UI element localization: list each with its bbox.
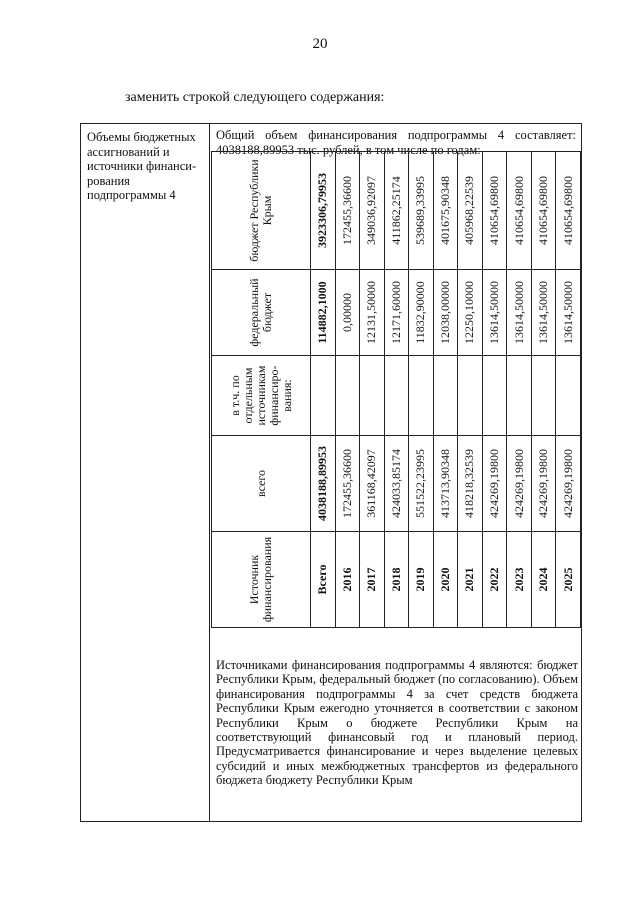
row-label: Всего (311, 532, 336, 628)
row-federal: 11832,90000 (409, 270, 434, 356)
row-federal: 13614,50000 (482, 270, 507, 356)
row-federal: 13614,50000 (531, 270, 556, 356)
table-row (482, 152, 507, 628)
financing-table (211, 152, 581, 628)
table-row (335, 152, 360, 628)
row-federal: 0,00000 (335, 270, 360, 356)
row-federal: 114882,1000 (311, 270, 336, 356)
table-row (409, 152, 434, 628)
header-total: всего (212, 436, 311, 532)
row-federal: 12131,50000 (360, 270, 385, 356)
row-crimea: 539689,33995 (409, 152, 434, 270)
header-source: Источник финансирования (212, 532, 311, 628)
row-label: 2019 (409, 532, 434, 628)
row-crimea: 410654,69800 (556, 152, 581, 270)
row-crimea: 410654,69800 (507, 152, 532, 270)
row-incl (531, 356, 556, 436)
row-label: 2017 (360, 532, 385, 628)
table-row (311, 152, 336, 628)
row-crimea: 172455,36600 (335, 152, 360, 270)
table-row (360, 152, 385, 628)
header-row (212, 152, 311, 628)
table-row (531, 152, 556, 628)
row-label: 2018 (384, 532, 409, 628)
row-crimea: 349036,92097 (360, 152, 385, 270)
row-crimea: 405968,22539 (458, 152, 483, 270)
row-incl (507, 356, 532, 436)
row-incl (482, 356, 507, 436)
row-label: Объемы бюджетных ассигнований и источники финанси-рования подпрограммы 4 (87, 130, 197, 202)
row-incl (458, 356, 483, 436)
row-label: 2016 (335, 532, 360, 628)
row-federal: 12250,10000 (458, 270, 483, 356)
row-total: 424033,85174 (384, 436, 409, 532)
summary-text: Общий объем финансирования подпрограммы 4 составляет: 4038188,89953 тыс. рублей, в том числе по годам: (216, 128, 576, 157)
row-label: 2025 (556, 532, 581, 628)
row-incl (360, 356, 385, 436)
row-label: 2020 (433, 532, 458, 628)
header-federal: федеральный бюджет (212, 270, 311, 356)
row-crimea: 410654,69800 (482, 152, 507, 270)
header-crimea: бюджет Республики Крым (212, 152, 311, 270)
row-label: 2021 (458, 532, 483, 628)
header-incl: в т.ч. по отдельным источникам финансиро-вания: (212, 356, 311, 436)
row-total: 551522,23995 (409, 436, 434, 532)
row-incl (556, 356, 581, 436)
row-incl (311, 356, 336, 436)
row-federal: 13614,50000 (507, 270, 532, 356)
row-crimea: 410654,69800 (531, 152, 556, 270)
row-total: 424269,19800 (507, 436, 532, 532)
intro-text: заменить строкой следующего содержания: (125, 90, 385, 105)
table-row (458, 152, 483, 628)
table-row (433, 152, 458, 628)
row-incl (433, 356, 458, 436)
row-label: 2022 (482, 532, 507, 628)
row-crimea: 411862,25174 (384, 152, 409, 270)
row-federal: 12038,00000 (433, 270, 458, 356)
row-total: 361168,42097 (360, 436, 385, 532)
row-total: 418218,32539 (458, 436, 483, 532)
row-incl (335, 356, 360, 436)
row-federal: 13614,50000 (556, 270, 581, 356)
page-number: 20 (312, 36, 328, 52)
row-incl (384, 356, 409, 436)
sources-text: Источниками финансирования подпрограммы 4 являются: бюджет Республики Крым, федеральный бюджет (по согласованию). Объем финансирования подпрограммы 4 за счет средств бюджета Республики Крым ежегодно уточняется в соответствии с законом Республики Крым о бюджете Республики Крым на соответствующий финансовый год и плановый период. Предусматривается финансирование и через выделение целевых субсидий и иных межбюджетных трансфертов из федерального бюджета бюджету Республики Крым (216, 658, 578, 788)
table-row (384, 152, 409, 628)
row-crimea: 401675,90348 (433, 152, 458, 270)
row-total: 424269,19800 (556, 436, 581, 532)
table-row (556, 152, 581, 628)
column-divider (209, 124, 210, 821)
row-total: 4038188,89953 (311, 436, 336, 532)
row-label: 2024 (531, 532, 556, 628)
table-row (507, 152, 532, 628)
row-total: 424269,19800 (531, 436, 556, 532)
row-label: 2023 (507, 532, 532, 628)
row-crimea: 3923306,79953 (311, 152, 336, 270)
row-total: 413713,90348 (433, 436, 458, 532)
row-incl (409, 356, 434, 436)
row-total: 424269,19800 (482, 436, 507, 532)
row-total: 172455,36600 (335, 436, 360, 532)
row-federal: 12171,60000 (384, 270, 409, 356)
